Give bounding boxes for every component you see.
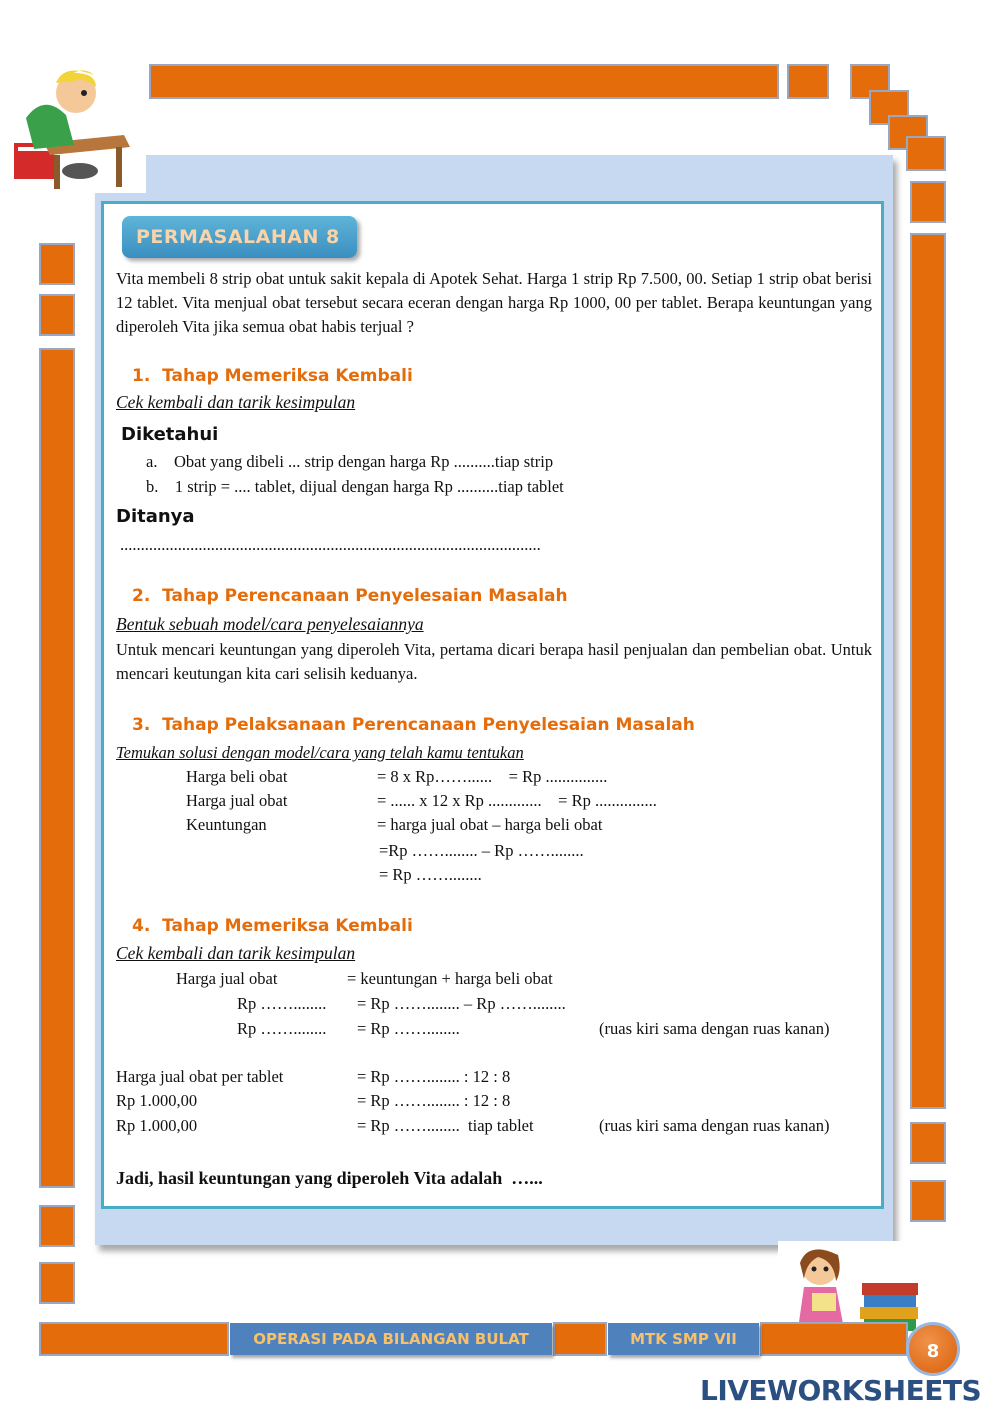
footer-topic: OPERASI PADA BILANGAN BULAT — [230, 1323, 552, 1355]
top-square — [787, 64, 829, 99]
left-square-2 — [39, 294, 75, 336]
buy-price-value[interactable]: = 8 x Rp……...... = Rp ............... — [377, 767, 608, 786]
left-square-3 — [39, 1205, 75, 1247]
check-row3-note: (ruas kiri sama dengan ruas kanan) — [599, 1019, 830, 1038]
per-tablet-row3-note: (ruas kiri sama dengan ruas kanan) — [599, 1116, 830, 1135]
left-square-1 — [39, 243, 75, 285]
step2-heading: 2. Tahap Perencanaan Penyelesaian Masalah — [132, 586, 568, 606]
liveworksheets-logo: LIVEWORKSHEETS — [700, 1374, 982, 1407]
per-tablet-row2-right[interactable]: = Rp ……........ : 12 : 8 — [357, 1091, 511, 1110]
profit-result[interactable]: = Rp ……........ — [379, 865, 482, 884]
step4-subheading: Cek kembali dan tarik kesimpulan — [116, 943, 356, 963]
step1-heading: 1. Tahap Memeriksa Kembali — [132, 366, 413, 386]
per-tablet-row3-left: Rp 1.000,00 — [116, 1116, 198, 1135]
page-title: PERMASALAHAN 8 — [122, 216, 357, 258]
check-row2-left[interactable]: Rp ……........ — [237, 994, 327, 1013]
check-row3-left[interactable]: Rp ……........ — [237, 1019, 327, 1038]
step3-heading: 3. Tahap Pelaksanaan Perencanaan Penyelesaian Masalah — [132, 715, 695, 735]
conclusion[interactable]: Jadi, hasil keuntungan yang diperoleh Vita adalah …... — [116, 1168, 543, 1188]
check-row2-right[interactable]: = Rp ……........ – Rp ……........ — [357, 994, 566, 1013]
step4-heading: 4. Tahap Memeriksa Kembali — [132, 916, 413, 936]
step2-text: Untuk mencari keuntungan yang diperoleh Vita, pertama dicari berapa hasil penjualan dan pembelian obat. Untuk mencari keutungan kita cari selisih keduanya. — [116, 640, 872, 683]
per-tablet-row2-left: Rp 1.000,00 — [116, 1091, 198, 1110]
profit-subtraction[interactable]: =Rp ……........ – Rp ……........ — [379, 841, 584, 860]
content-panel — [101, 201, 884, 1209]
top-bar — [149, 64, 779, 99]
right-square-1 — [910, 181, 946, 223]
buy-price-label: Harga beli obat — [186, 767, 288, 786]
step1-subheading: Cek kembali dan tarik kesimpulan — [116, 392, 356, 412]
right-bar — [910, 233, 946, 1109]
check-sell-formula: = keuntungan + harga beli obat — [347, 969, 553, 988]
footer-subject: MTK SMP VII — [608, 1323, 759, 1355]
check-sell-label: Harga jual obat — [176, 969, 278, 988]
right-square-3 — [910, 1180, 946, 1222]
corner-step-4 — [906, 136, 946, 171]
check-row3-right[interactable]: = Rp ……........ — [357, 1019, 460, 1038]
asked-answer-line[interactable]: ...................................................................................................... — [120, 535, 541, 554]
per-tablet-value[interactable]: = Rp ……........ : 12 : 8 — [357, 1067, 511, 1086]
left-square-4 — [39, 1262, 75, 1304]
footer-bar-mid — [553, 1322, 607, 1356]
page-number: 8 — [906, 1322, 960, 1376]
profit-label: Keuntungan — [186, 815, 267, 834]
step2-subheading: Bentuk sebuah model/cara penyelesaiannya — [116, 614, 424, 634]
asked-label: Ditanya — [116, 506, 195, 527]
known-label: Diketahui — [121, 424, 219, 445]
left-bar — [39, 348, 75, 1188]
right-square-2 — [910, 1122, 946, 1164]
known-item-b: b. 1 strip = .... tablet, dijual dengan harga Rp ..........tiap tablet — [146, 477, 564, 496]
sell-price-label: Harga jual obat — [186, 791, 288, 810]
profit-formula: = harga jual obat – harga beli obat — [377, 815, 603, 834]
step3-subheading: Temukan solusi dengan model/cara yang telah kamu tentukan — [116, 743, 524, 762]
footer-bar-left — [39, 1322, 229, 1356]
boy-illustration — [4, 63, 146, 193]
sell-price-value[interactable]: = ...... x 12 x Rp ............. = Rp ............... — [377, 791, 657, 810]
per-tablet-row3-right[interactable]: = Rp ……........ tiap tablet — [357, 1116, 534, 1135]
footer-bar-right — [760, 1322, 908, 1356]
problem-text: Vita membeli 8 strip obat untuk sakit kepala di Apotek Sehat. Harga 1 strip Rp 7.500, 00. Setiap 1 strip obat berisi 12 tablet. Vita menjual obat tersebut secara eceran dengan harga Rp 1000, 00 per tablet. Berapa keuntungan yang diperoleh Vita jika semua obat habis terjual ? — [116, 269, 872, 336]
known-item-a: a. Obat yang dibeli ... strip dengan harga Rp ..........tiap strip — [146, 452, 554, 471]
per-tablet-label: Harga jual obat per tablet — [116, 1067, 284, 1086]
